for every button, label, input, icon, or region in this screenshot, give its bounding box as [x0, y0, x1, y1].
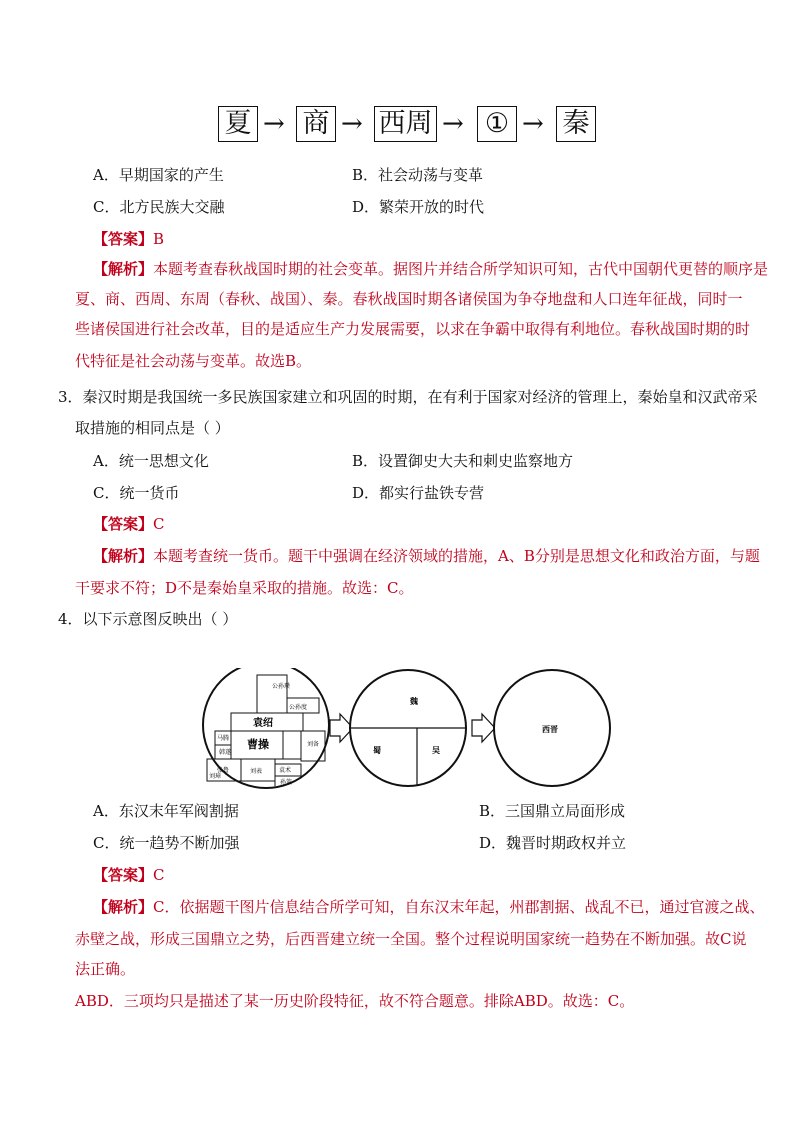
q3-stem-line-1: 3．秦汉时期是我国统一多民族国家建立和巩固的时期，在有利于国家对经济的管理上，秦始皇和汉武帝采 [58, 388, 758, 406]
arrow-icon: → [341, 109, 363, 139]
arrow-icon: → [263, 109, 285, 139]
q4-answer [93, 865, 165, 885]
answer-value: C [153, 515, 165, 533]
label-hansui: 韩遂 [219, 749, 232, 756]
label-caocao: 曹操 [247, 738, 269, 751]
q3-answer [93, 514, 165, 534]
answer-label: 【答案】 [93, 866, 154, 884]
label-shu: 蜀 [373, 746, 381, 755]
q2-option-d: D．繁荣开放的时代 [352, 198, 485, 216]
q2-option-c: C．北方民族大交融 [93, 198, 225, 216]
q2-analysis-line-1 [93, 259, 768, 279]
label-liubei: 刘备 [307, 741, 320, 748]
q4-analysis-line-1 [93, 897, 765, 917]
label-yuanshu: 袁术 [279, 767, 292, 774]
q4-analysis-line-4: ABD．三项均只是描述了某一历史阶段特征，故不符合题意。排除ABD。故选：C。 [75, 992, 635, 1010]
label-wu: 吴 [432, 746, 440, 755]
q2-analysis-line-4: 代特征是社会动荡与变革。故选B。 [75, 352, 312, 370]
label-sunce: 孙策 [280, 779, 293, 786]
q3-option-c: C．统一货币 [93, 484, 180, 502]
analysis-label: 【解析】 [93, 547, 154, 565]
label-wei: 魏 [410, 697, 418, 706]
q3-option-a: A．统一思想文化 [93, 452, 209, 470]
dynasty-box-blank-1: ① [477, 106, 517, 142]
dynasty-box-shang: 商 [296, 106, 336, 142]
label-gongsunzan: 公孙瓒 [272, 683, 291, 690]
q4-option-b: B．三国鼎立局面形成 [479, 802, 626, 820]
q4-analysis-line-2: 赤壁之战，形成三国鼎立之势，后西晋建立统一全国。整个过程说明国家统一趋势在不断加强。故C说 [75, 930, 747, 948]
answer-value: B [153, 230, 165, 248]
q4-option-c: C．统一趋势不断加强 [93, 834, 240, 852]
q2-option-a: A．早期国家的产生 [93, 166, 224, 184]
territory-diagram [195, 668, 615, 790]
circle-warlords [203, 668, 329, 788]
q3-analysis-line-2: 干要求不符；D不是秦始皇采取的措施。故选：C。 [75, 579, 414, 597]
hollow-arrow-icon [472, 714, 495, 742]
analysis-label: 【解析】 [93, 260, 154, 278]
analysis-text: 本题考查春秋战国时期的社会变革。据图片并结合所学知识可知，古代中国朝代更替的顺序是 [153, 260, 769, 278]
q4-option-a: A．东汉末年军阀割据 [93, 802, 239, 820]
analysis-text: 本题考查统一货币。题干中强调在经济领域的措施，A、B分别是思想文化和政治方面，与题 [153, 547, 760, 565]
dynasty-box-qin: 秦 [556, 106, 596, 142]
answer-label: 【答案】 [93, 515, 154, 533]
q4-option-d: D．魏晋时期政权并立 [479, 834, 627, 852]
label-liubiao: 刘表 [250, 768, 263, 775]
analysis-label: 【解析】 [93, 898, 154, 916]
dynasty-box-xizhou: 西周 [374, 106, 437, 142]
label-liuzhang: 刘璋 [209, 773, 222, 780]
analysis-text: C．依据题干图片信息结合所学可知，自东汉末年起，州郡割据、战乱不已，通过官渡之战、 [153, 898, 765, 916]
circle-western-jin [494, 670, 610, 786]
label-gongsundu: 公孙度 [289, 704, 308, 711]
answer-value: C [153, 866, 165, 884]
arrow-icon: → [522, 109, 544, 139]
q3-option-d: D．都实行盐铁专营 [352, 484, 485, 502]
q2-analysis-line-3: 些诸侯国进行社会改革，目的是适应生产力发展需要，以求在争霸中取得有利地位。春秋战国时期的时 [75, 320, 751, 338]
q3-analysis-line-1 [93, 546, 760, 566]
label-yuanshao: 袁绍 [253, 718, 273, 729]
q4-analysis-line-3: 法正确。 [75, 960, 136, 978]
label-zhanglu: 张鲁 [217, 767, 230, 774]
q4-stem: 4．以下示意图反映出（ ） [58, 610, 238, 628]
label-mateng: 马腾 [217, 735, 230, 742]
circle-three-kingdoms [350, 670, 466, 786]
q2-option-b: B．社会动荡与变革 [352, 166, 484, 184]
arrow-icon: → [442, 109, 464, 139]
q2-answer [93, 229, 164, 249]
q3-stem-line-2: 取措施的相同点是（ ） [75, 419, 230, 437]
dynasty-box-xia: 夏 [218, 106, 258, 142]
q3-option-b: B．设置御史大夫和刺史监察地方 [352, 452, 574, 470]
q2-analysis-line-2: 夏、商、西周、东周（春秋、战国）、秦。春秋战国时期各诸侯国为争夺地盘和人口连年征战，同时一 [75, 290, 743, 308]
label-xijin: 西晋 [542, 725, 558, 734]
answer-label: 【答案】 [93, 230, 154, 248]
